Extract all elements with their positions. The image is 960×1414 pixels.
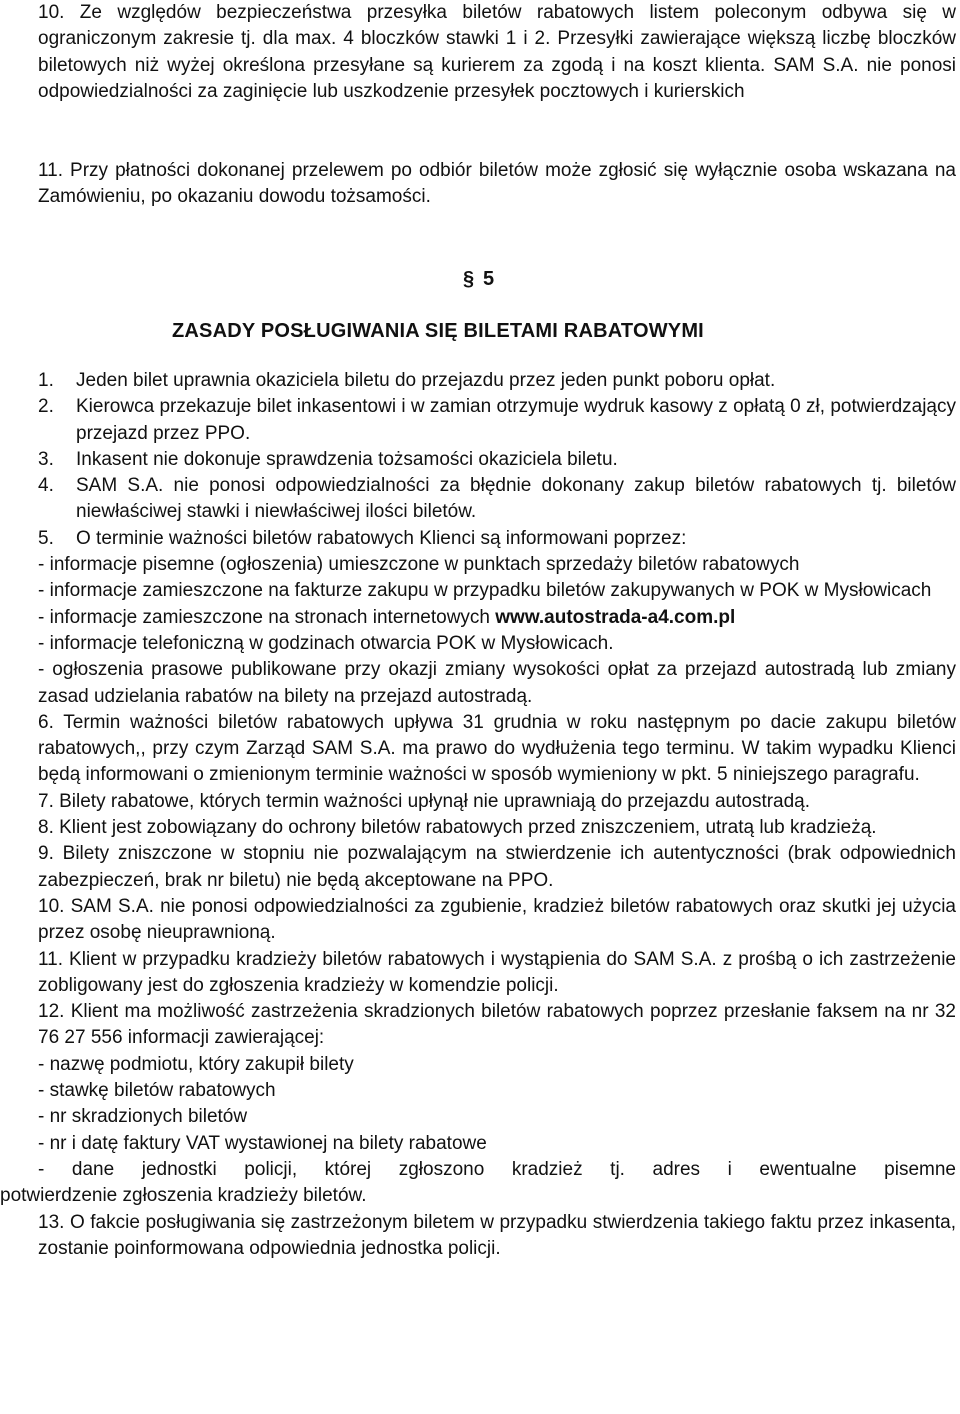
rule-1-number: 1. xyxy=(38,370,54,391)
rules-list xyxy=(0,368,956,1262)
rule-12-bullet-3: - nr skradzionych biletów xyxy=(38,1106,248,1128)
rule-8: 8. Klient jest zobowiązany do ochrony biletów rabatowych przed zniszczeniem, utratą lub kradzieżą. xyxy=(38,817,877,839)
rule-12-bullet-5: - dane jednostki policji, której zgłoszono kradzież tj. adres i ewentualne pisemne xyxy=(38,1158,956,1180)
rule-5-bullet-2: - informacje zamieszczone na fakturze zakupu w przypadku biletów zakupywanych w POK w Mysłowicach xyxy=(38,580,932,602)
rule-4-number: 4. xyxy=(38,475,54,497)
rule-3-number: 3. xyxy=(38,448,54,470)
section-number: 5 xyxy=(483,268,495,290)
rule-3-text: Inkasent nie dokonuje sprawdzenia tożsamości okaziciela biletu. xyxy=(76,448,618,470)
rule-12-bullet-4: - nr i datę faktury VAT wystawionej na bilety rabatowe xyxy=(38,1132,487,1154)
rule-7: 7. Bilety rabatowe, których termin ważności upłynął nie uprawniają do przejazdu autostradą. xyxy=(38,790,811,812)
rule-12: 12. Klient ma możliwość zastrzeżenia skradzionych biletów rabatowych poprzez przesłanie faksem na nr 32 76 27 556 informacji zawierającej: xyxy=(38,1001,956,1049)
rule-5-bullet-3 xyxy=(38,605,956,631)
rule-11: 11. Klient w przypadku kradzieży biletów rabatowych i wystąpienia do SAM S.A. z prośbą o ich zastrzeżenie zobligowany jest do zgłoszenia kradzieży w komendzie policji. xyxy=(38,948,956,996)
rule-5-bullet-1: - informacje pisemne (ogłoszenia) umieszczone w punktach sprzedaży biletów rabatowych xyxy=(38,554,800,576)
prev-item-11: 11. Przy płatności dokonanej przelewem po odbiór biletów może zgłosić się wyłącznie osoba wskazana na Zamówieniu, po okazaniu dowodu tożsamości. xyxy=(38,160,956,208)
rule-12-bullet-2: - stawkę biletów rabatowych xyxy=(38,1080,276,1102)
rule-10: 10. SAM S.A. nie ponosi odpowiedzialności za zgubienie, kradzież biletów rabatowych oraz skutki jej użycia przez osobę nieuprawnioną. xyxy=(38,895,956,944)
rule-4-text: SAM S.A. nie ponosi odpowiedzialności za błędnie dokonany zakup biletów rabatowych tj. biletów niewłaściwej stawki i niewłaściwej ilości biletów. xyxy=(76,475,956,523)
rule-2-number: 2. xyxy=(38,396,54,418)
rule-13: 13. O fakcie posługiwania się zastrzeżonym biletem w przypadku stwierdzenia takiego faktu przez inkasenta, zostanie poinformowana odpowiednia jednostka policji. xyxy=(38,1211,956,1259)
rule-1 xyxy=(38,368,956,394)
rule-5-number: 5. xyxy=(38,527,54,549)
rule-5-bullet-3-text: - informacje zamieszczone na stronach internetowych xyxy=(38,606,496,628)
section-sign: § xyxy=(463,268,475,290)
section-title: ZASADY POSŁUGIWANIA SIĘ BILETAMI RABATOWYMI xyxy=(172,320,704,342)
rule-6: 6. Termin ważności biletów rabatowych upływa 31 grudnia w roku następnym po dacie zakupu biletów rabatowych,, przy czym Zarząd SAM S.A. ma prawo do wydłużenia tego terminu. W takim wypadku Klienci będą informowani o zmienionym terminie ważności w sposób wymieniony w pkt. 5 niniejszego paragrafu. xyxy=(38,711,956,786)
rule-5-bullet-5: - ogłoszenia prasowe publikowane przy okazji zmiany wysokości opłat za przejazd autostradą lub zmiany zasad udzielania rabatów na bilety na przejazd autostradą. xyxy=(38,659,956,707)
rule-2 xyxy=(38,394,956,447)
rule-5-text: O terminie ważności biletów rabatowych Klienci są informowani poprzez: xyxy=(76,527,687,549)
prev-item-10: 10. Ze względów bezpieczeństwa przesyłka biletów rabatowych listem poleconym odbywa się w ograniczonym zakresie tj. dla max. 4 bloczków stawki 1 i 2. Przesyłki zawierające większą liczbę bloczków biletowych niż wyżej określona przesyłane są kurierem za zgodą i na koszt klienta. SAM S.A. nie ponosi odpowiedzialności za zaginięcie lub uszkodzenie przesyłek pocztowych i kurierskich xyxy=(38,2,956,102)
rule-1-text: Jeden bilet uprawnia okaziciela biletu do przejazdu przez jeden punkt poboru opłat. xyxy=(76,370,776,391)
rule-12-bullet-5-continued: potwierdzenie zgłoszenia kradzieży biletów. xyxy=(0,1185,367,1207)
rule-3 xyxy=(38,447,956,473)
rule-5 xyxy=(38,526,956,552)
rule-5-bullet-4: - informacje telefoniczną w godzinach otwarcia POK w Mysłowicach. xyxy=(38,632,614,654)
rule-2-text: Kierowca przekazuje bilet inkasentowi i w zamian otrzymuje wydruk kasowy z opłatą 0 zł, potwierdzający przejazd przez PPO. xyxy=(76,396,956,444)
rule-12-bullet-1: - nazwę podmiotu, który zakupił bilety xyxy=(38,1053,354,1075)
rule-4 xyxy=(38,473,956,526)
rule-9: 9. Bilety zniszczone w stopniu nie pozwalającym na stwierdzenie ich autentyczności (brak odpowiednich zabezpieczeń, brak nr biletu) nie będą akceptowane na PPO. xyxy=(38,843,956,891)
autostrada-website-link[interactable]: www.autostrada-a4.com.pl xyxy=(495,606,736,628)
